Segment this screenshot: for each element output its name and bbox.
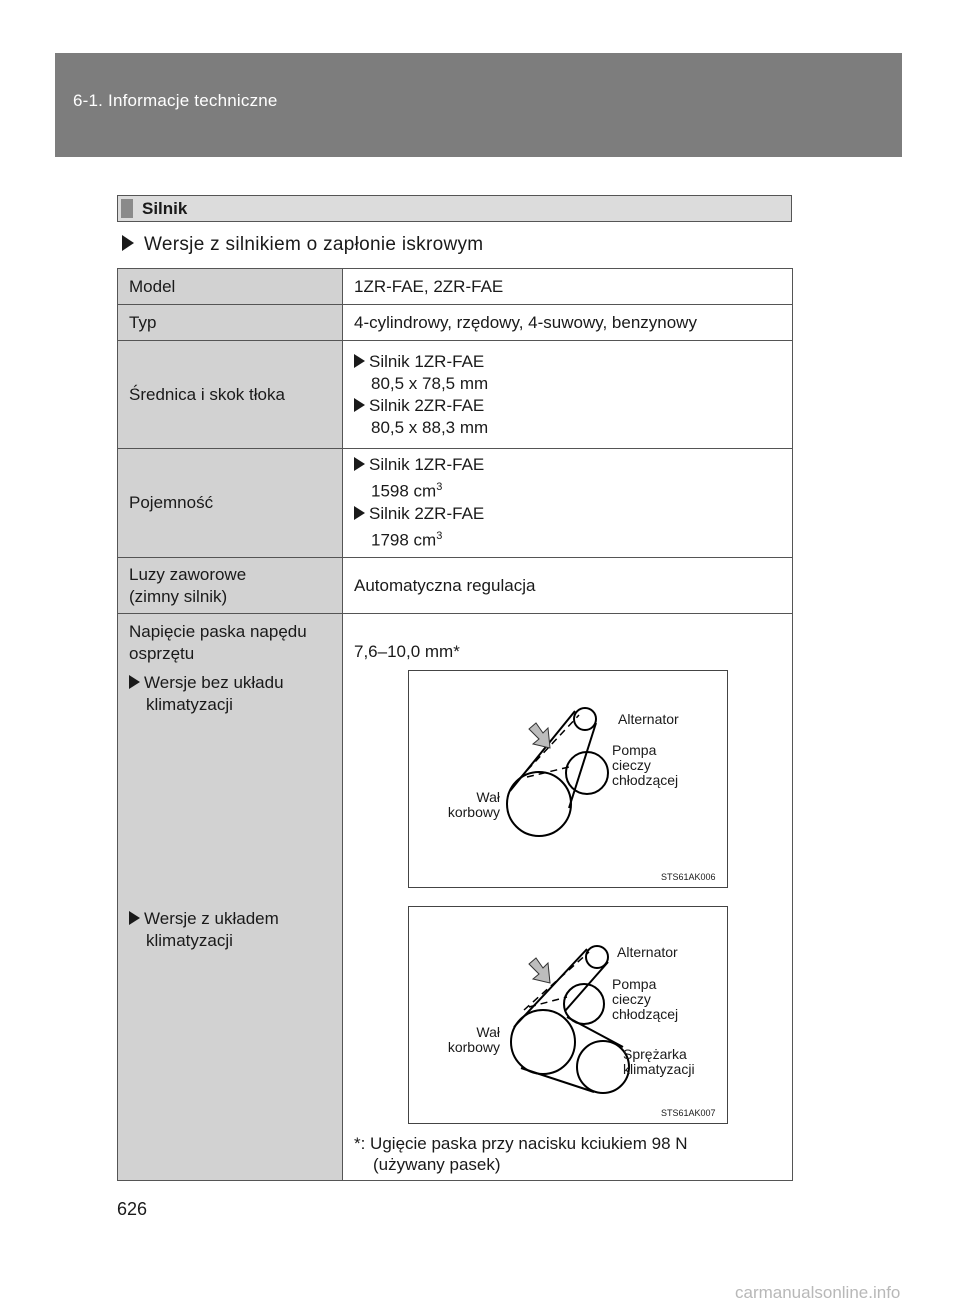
triangle-bullet-icon (354, 457, 365, 471)
bore-stroke-value: 80,5 x 88,3 mm (371, 417, 489, 437)
figure-code: STS61AK007 (661, 1108, 716, 1118)
row-label: Typ (118, 305, 343, 341)
section-marker (121, 199, 133, 218)
section-title: Silnik (142, 199, 188, 218)
triangle-bullet-icon (354, 398, 365, 412)
watermark: carmanualsonline.info (735, 1283, 901, 1302)
triangle-bullet-icon (129, 675, 140, 689)
table-row (118, 449, 793, 558)
ac-compressor-label: Sprężarka klimatyzacji (623, 1046, 695, 1077)
row-value: 4-cylindrowy, rzędowy, 4-suwowy, benzynowy (343, 305, 793, 341)
section-heading (117, 195, 792, 222)
page-number: 626 (117, 1199, 148, 1219)
variant-no-ac: Wersje bez układu klimatyzacji (129, 672, 284, 716)
triangle-bullet-icon (129, 911, 140, 925)
row-label: Model (118, 269, 343, 305)
chapter-header (55, 53, 902, 157)
displacement-value: 1598 $cm^3$ (371, 481, 443, 501)
table-row (118, 558, 793, 614)
row-label: Pojemność (118, 449, 343, 558)
crankshaft-label: Wał korbowy (447, 789, 500, 820)
row-label: Napięcie paska napędu osprzętu Wersje bez układu klimatyzacji Wersje z układem klimatyzacji (118, 614, 343, 1181)
water-pump-label: Pompa cieczy chłodzącej (612, 742, 679, 788)
variant-text: Wersje z silnikiem o zapłonie iskrowym (144, 234, 484, 255)
table-row (118, 341, 793, 449)
belt-diagram-drawing (409, 907, 729, 1125)
row-value: 1ZR-FAE, 2ZR-FAE (343, 269, 793, 305)
figure-code: STS61AK006 (661, 872, 716, 882)
water-pump-label: Pompa cieczy chłodzącej (612, 976, 679, 1022)
chapter-title: 6-1. Informacje techniczne (73, 91, 278, 110)
belt-diagram-drawing (409, 671, 729, 889)
variant-heading (122, 234, 483, 256)
bore-stroke-value: 80,5 x 78,5 mm (371, 373, 489, 393)
row-label: Średnica i skok tłoka (118, 341, 343, 449)
row-value (343, 449, 793, 558)
footnote: *: Ugięcie paska przy nacisku kciukiem 98 N (używany pasek) (354, 1134, 688, 1174)
displacement-value: 1798 $cm^3$ (371, 530, 443, 550)
row-label: Luzy zaworowe (zimny silnik) (118, 558, 343, 614)
crankshaft-label: Wał korbowy (447, 1024, 500, 1055)
triangle-bullet-icon (354, 506, 365, 520)
belt-diagram-with-ac (408, 906, 728, 1124)
alternator-label: Alternator (618, 711, 679, 727)
table-row (118, 305, 793, 341)
row-value (343, 341, 793, 449)
engine-name: Silnik 2ZR-FAE (369, 395, 485, 415)
engine-name: Silnik 2ZR-FAE (369, 504, 485, 523)
alternator-label: Alternator (617, 944, 678, 960)
row-value: Automatyczna regulacja (343, 558, 793, 614)
triangle-bullet-icon (122, 235, 134, 251)
engine-name: Silnik 1ZR-FAE (369, 455, 485, 475)
belt-diagram-no-ac (408, 670, 728, 888)
table-row (118, 269, 793, 305)
belt-tension-value: 7,6–10,0 mm* (354, 642, 460, 661)
triangle-bullet-icon (354, 354, 365, 368)
engine-name: Silnik 1ZR-FAE (369, 351, 485, 371)
variant-with-ac: Wersje z układem klimatyzacji (129, 908, 279, 952)
